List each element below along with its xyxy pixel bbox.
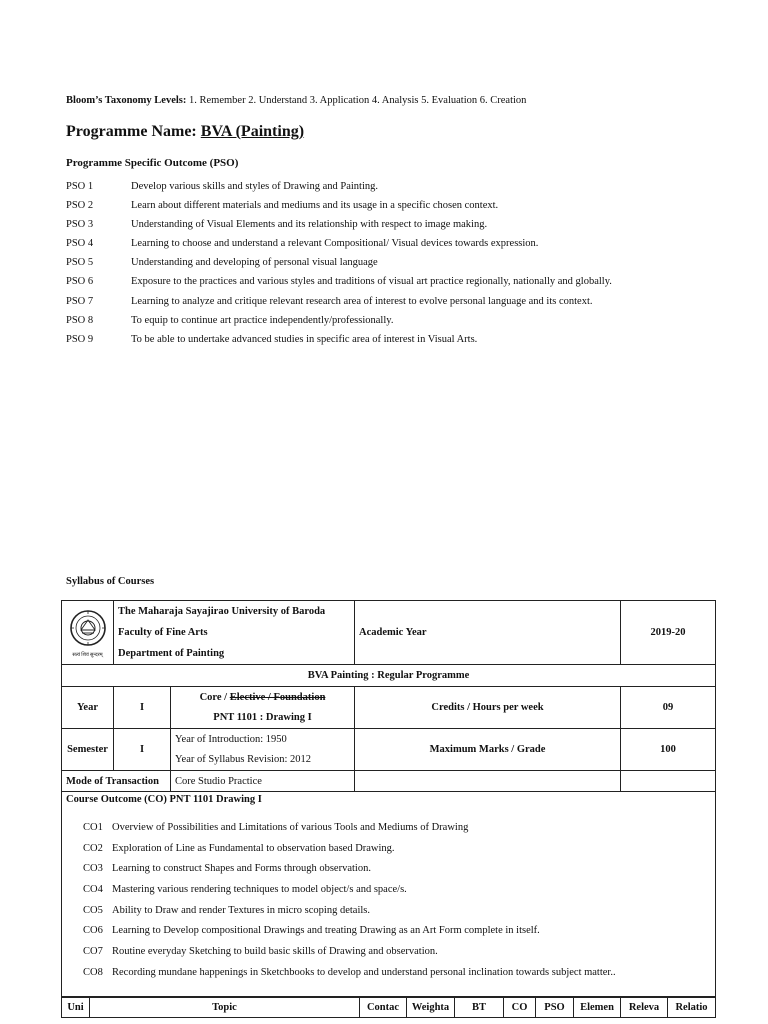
co-item (62, 884, 715, 905)
co-text: Learning to construct Shapes and Forms through observation. (112, 863, 371, 875)
topic-table-header (61, 996, 716, 1018)
programme-name (66, 123, 304, 141)
pso-text: Understanding of Visual Elements and its relationship with respect to image making. (131, 219, 488, 231)
programme-label: Programme Name: (66, 123, 197, 140)
blooms-levels: 1. Remember 2. Understand 3. Application 4. Analysis 5. Evaluation 6. Creation (189, 95, 527, 106)
co-item (62, 822, 715, 843)
pso-text: Learn about different materials and mediums and its usage in a specific chosen context. (131, 200, 499, 212)
pso-text: To be able to undertake advanced studies in specific area of interest in Visual Arts. (131, 333, 478, 345)
co-list (62, 814, 715, 988)
pso-item (66, 219, 756, 238)
semester-value: I (114, 729, 171, 771)
year-row (62, 687, 716, 729)
semester-label: Semester (62, 729, 114, 771)
revision-year: Year of Syllabus Revision: 2012 (175, 753, 312, 765)
university-seal-cell (62, 601, 114, 665)
course-type-cell (171, 687, 355, 729)
pso-heading: Programme Specific Outcome (PSO) (66, 157, 239, 169)
co-code: CO1 (83, 822, 103, 833)
topic-header-cell: CO (504, 997, 536, 1018)
course-code: PNT 1101 : Drawing I (213, 711, 312, 723)
pso-item (66, 276, 756, 295)
mode-value: Core Studio Practice (171, 771, 355, 792)
max-marks-label: Maximum Marks / Grade (355, 729, 621, 771)
co-item (62, 843, 715, 864)
mode-empty-cell (355, 771, 621, 792)
credits-value: 09 (621, 687, 716, 729)
department-name: Department of Painting (118, 648, 225, 659)
co-text: Routine everyday Sketching to build basic skills of Drawing and observation. (112, 946, 438, 958)
co-text: Recording mundane happenings in Sketchbooks to develop and understand personal inclination towards subject matter.. (112, 966, 616, 978)
pso-text: Learning to analyze and critique relevant research area of interest to evolve personal language and its context. (131, 295, 593, 307)
pso-item (66, 200, 756, 219)
co-text: Mastering various rendering techniques to model object/s and space/s. (112, 884, 407, 896)
programme-line: BVA Painting : Regular Programme (62, 665, 716, 687)
co-item (62, 967, 715, 988)
pso-text: Learning to choose and understand a relevant Compositional/ Visual devices towards expression. (131, 238, 539, 250)
co-code: CO3 (83, 863, 103, 875)
year-info-cell (171, 729, 355, 771)
topic-header-cell: Weighta (407, 997, 455, 1018)
academic-year-value: 2019-20 (621, 601, 716, 665)
pso-item (66, 257, 756, 276)
pso-code: PSO 6 (66, 276, 94, 288)
pso-code: PSO 5 (66, 257, 94, 269)
topic-header-cell: PSO (536, 997, 574, 1018)
co-item (62, 946, 715, 967)
co-item (62, 905, 715, 926)
co-code: CO8 (83, 966, 103, 978)
pso-list (66, 181, 756, 353)
year-value: I (114, 687, 171, 729)
mode-label: Mode of Transaction (62, 771, 171, 792)
pso-text: Understanding and developing of personal visual language (131, 257, 378, 269)
pso-code: PSO 7 (66, 295, 94, 307)
core-label: Core / (199, 691, 230, 703)
pso-code: PSO 3 (66, 219, 94, 231)
programme-title: BVA (Painting) (200, 123, 305, 140)
intro-year: Year of Introduction: 1950 (175, 733, 287, 745)
topic-header-cell: BT (455, 997, 504, 1018)
topic-header-row (62, 997, 716, 1018)
co-title: Course Outcome (CO) PNT 1101 Drawing I (66, 794, 262, 805)
programme-row (62, 665, 716, 687)
pso-item (66, 296, 756, 315)
co-text: Overview of Possibilities and Limitations of various Tools and Mediums of Drawing (112, 822, 469, 833)
pso-item (66, 238, 756, 257)
pso-code: PSO 4 (66, 238, 94, 250)
mode-row (62, 771, 716, 792)
co-code: CO6 (83, 925, 103, 937)
co-code: CO2 (83, 842, 103, 854)
credits-label: Credits / Hours per week (355, 687, 621, 729)
co-item (62, 925, 715, 946)
university-name: The Maharaja Sayajirao University of Baroda (118, 606, 326, 617)
course-table (61, 600, 716, 998)
co-text: Learning to Develop compositional Drawings and treating Drawing as an Art Form complete in itself. (112, 925, 540, 937)
co-code: CO5 (83, 904, 103, 916)
year-label: Year (62, 687, 114, 729)
syllabus-heading: Syllabus of Courses (66, 576, 155, 587)
course-outcome-cell (62, 792, 716, 998)
topic-header-cell: Topic (90, 997, 360, 1018)
co-code: CO7 (83, 946, 103, 958)
co-item (62, 863, 715, 884)
academic-year-label: Academic Year (355, 601, 621, 665)
topic-header-cell: Releva (621, 997, 668, 1018)
pso-item (66, 334, 756, 353)
header-row (62, 601, 716, 665)
pso-code: PSO 8 (66, 314, 94, 326)
topic-header-cell: Contac (360, 997, 407, 1018)
pso-item (66, 181, 756, 200)
max-marks-value: 100 (621, 729, 716, 771)
blooms-taxonomy-line (66, 95, 526, 106)
mode-empty-cell-2 (621, 771, 716, 792)
pso-code: PSO 9 (66, 333, 94, 345)
co-text: Exploration of Line as Fundamental to observation based Drawing. (112, 842, 395, 854)
topic-header-cell: Uni (62, 997, 90, 1018)
course-outcome-row (62, 792, 716, 998)
co-code: CO4 (83, 884, 103, 896)
pso-text: Develop various skills and styles of Drawing and Painting. (131, 181, 379, 192)
pso-item (66, 315, 756, 334)
semester-row (62, 729, 716, 771)
co-text: Ability to Draw and render Textures in micro scoping details. (112, 904, 371, 916)
university-seal-icon (66, 608, 110, 652)
topic-header-cell: Relatio (668, 997, 716, 1018)
pso-text: Exposure to the practices and various styles and traditions of visual art practice regionally, nationally and globally. (131, 276, 612, 288)
seal-caption: सत्यं शिवं सुन्दरम् (72, 653, 103, 658)
pso-code: PSO 1 (66, 181, 94, 192)
institution-cell (114, 601, 355, 665)
pso-code: PSO 2 (66, 200, 94, 212)
topic-header-cell: Elemen (574, 997, 621, 1018)
blooms-label: Bloom’s Taxonomy Levels: (66, 95, 187, 106)
faculty-name: Faculty of Fine Arts (118, 627, 208, 638)
core-struck-text: Elective / Foundation (229, 691, 326, 703)
pso-text: To equip to continue art practice independently/professionally. (131, 314, 394, 326)
